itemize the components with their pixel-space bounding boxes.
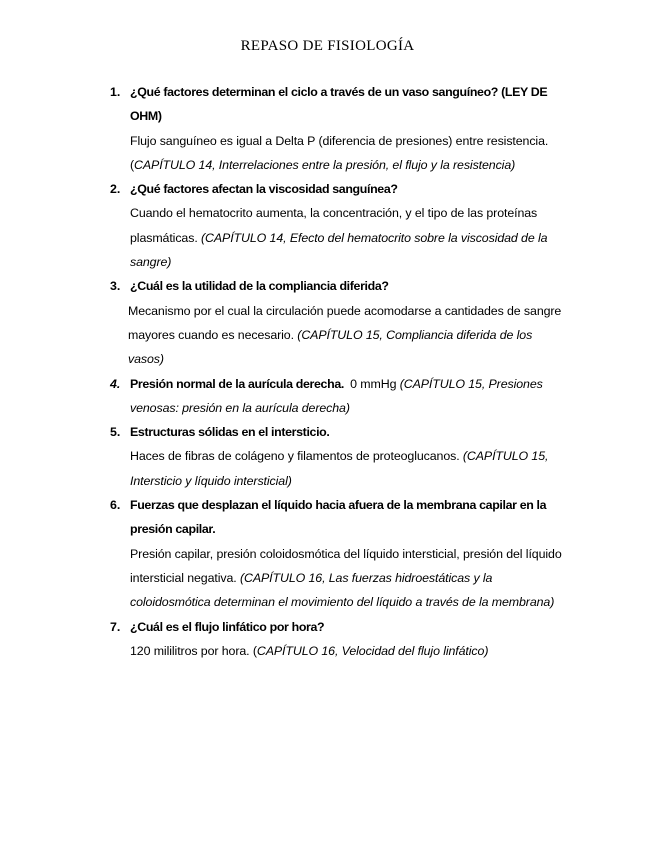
question-label: Presión normal de la aurícula derecha. xyxy=(130,376,344,391)
question-text xyxy=(130,372,569,421)
answer-body: Mecanismo por el cual la circulación puede acomodarse a cantidades de sangre mayores cuando es necesario. xyxy=(128,303,562,342)
question-number: 7. xyxy=(110,619,121,634)
question-item-4 xyxy=(0,372,655,421)
question-text: ¿Cuál es la utilidad de la compliancia diferida? xyxy=(130,279,389,294)
answer-text xyxy=(128,299,569,372)
question-item-7 xyxy=(0,615,655,664)
question-number: 1. xyxy=(110,85,121,99)
answer-text xyxy=(130,201,569,274)
chapter-reference: (CAPÍTULO 15, Intersticio y líquido intersticial) xyxy=(130,449,549,488)
answer-text xyxy=(130,639,569,663)
chapter-reference: (CAPÍTULO 16, Las fuerzas hidroestáticas y la coloidosmótica determinan el movimiento del líquido a través de la membrana) xyxy=(130,570,555,610)
answer-body: Haces de fibras de colágeno y filamentos de proteoglucanos. xyxy=(130,449,463,464)
answer-text xyxy=(130,129,569,178)
question-item-3 xyxy=(0,274,655,371)
question-text: ¿Qué factores determinan el ciclo a través de un vaso sanguíneo? (LEY DE OHM) xyxy=(130,85,548,124)
question-item-2 xyxy=(0,177,655,274)
answer-body: 120 mililitros por hora. ( xyxy=(130,643,257,658)
chapter-reference: (CAPÍTULO 15, Compliancia diferida de los vasos) xyxy=(128,327,533,367)
answer-body: Flujo sanguíneo es igual a Delta P (diferencia de presiones) entre resistencia. ( xyxy=(130,133,549,172)
chapter-reference: CAPÍTULO 16, Velocidad del flujo linfático) xyxy=(256,643,489,658)
chapter-reference: (CAPÍTULO 14, Efecto del hematocrito sobre la viscosidad de la sangre) xyxy=(130,230,548,270)
chapter-reference: (CAPÍTULO 15, Presiones venosas: presión en la aurícula derecha) xyxy=(130,376,543,415)
question-number: 4. xyxy=(110,376,121,391)
chapter-reference: CAPÍTULO 14, Interrelaciones entre la presión, el flujo y la resistencia) xyxy=(134,157,516,172)
question-number: 6. xyxy=(110,498,121,513)
answer-text xyxy=(130,542,569,615)
question-item-6 xyxy=(0,493,655,614)
document-title: REPASO DE FISIOLOGÍA xyxy=(240,38,415,54)
question-text: ¿Cuál es el flujo linfático por hora? xyxy=(130,619,325,634)
question-text: Estructuras sólidas en el intersticio. xyxy=(130,425,330,440)
question-list xyxy=(0,80,655,663)
question-text: Fuerzas que desplazan el líquido hacia afuera de la membrana capilar en la presión capilar. xyxy=(130,498,547,537)
question-number: 3. xyxy=(110,279,121,294)
question-number: 5. xyxy=(110,425,121,440)
question-item-1 xyxy=(0,80,655,177)
answer-body: Presión capilar, presión coloidosmótica del líquido intersticial, presión del líquido intersticial negativa. xyxy=(130,546,562,585)
question-number: 2. xyxy=(110,182,121,197)
answer-text xyxy=(130,444,569,493)
answer-body: 0 mmHg xyxy=(350,376,400,391)
question-item-5 xyxy=(0,420,655,493)
question-text: ¿Qué factores afectan la viscosidad sanguínea? xyxy=(130,182,398,197)
answer-body: Cuando el hematocrito aumenta, la concentración, y el tipo de las proteínas plasmáticas. xyxy=(130,206,538,245)
